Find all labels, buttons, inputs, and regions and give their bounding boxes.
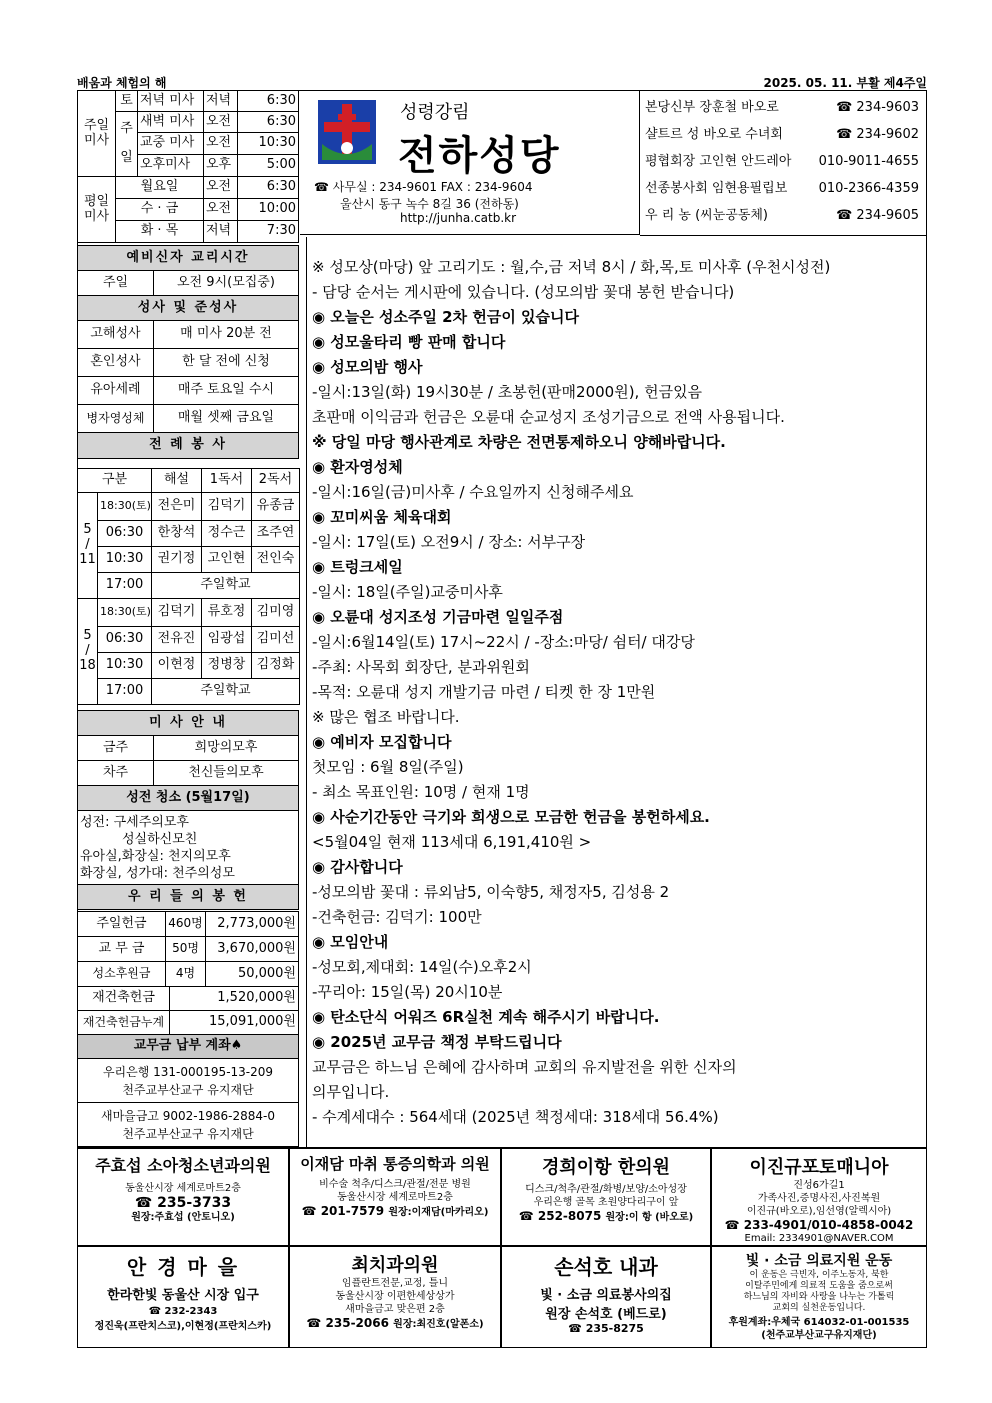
notice-line: -일시: 18일(주일)교중미사후 <box>312 583 503 601</box>
notice-line: ◉ 모임안내 <box>312 933 389 951</box>
account-header: 교무금 납부 계좌♠ <box>78 1035 299 1059</box>
sunday-school: 주일학교 <box>152 573 300 599</box>
ad-account-holder: (천주교부산교구유지재단) <box>761 1330 877 1341</box>
commentator: 김덕기 <box>152 599 202 627</box>
left-lower-table <box>77 710 299 910</box>
ad-line: 새마을금고 맞은편 2층 <box>345 1304 445 1315</box>
notice-line: -성모회,제대회: 14일(수)오후2시 <box>312 958 532 976</box>
service-time: 18:30(토) <box>98 493 152 521</box>
reader-1: 김덕기 <box>202 493 252 521</box>
notice-line: 의무입니다. <box>312 1083 390 1101</box>
notice-line: -일시:13일(화) 19시30분 / 초봉헌(판매2000원), 헌금있음 <box>312 383 703 401</box>
offering-amount: 50,000원 <box>206 962 299 987</box>
parish-logo-area <box>300 90 640 235</box>
notice-line: <5월04일 현재 113세대 6,191,410원 > <box>312 833 592 851</box>
ad-line: 우리은행 골목 초원양다리구이 앞 <box>533 1197 679 1208</box>
offering-header: 우 리 들 의 봉 헌 <box>78 885 299 910</box>
mass-name: 새벽 미사 <box>138 112 204 133</box>
mass-time: 10:30 <box>238 133 299 155</box>
col-header: 구분 <box>78 469 152 493</box>
commentator: 전은미 <box>152 493 202 521</box>
notice-line: ◉ 오늘은 성소주일 2차 헌금이 있습니다 <box>312 308 579 326</box>
ad-line: 디스크/척추/관절/화병/보양/소아성장 <box>525 1184 687 1195</box>
mass-name: 교중 미사 <box>138 133 204 155</box>
ad-line: 동울산시장 세계로마트2층 <box>337 1192 453 1203</box>
ad-contact: ☎ 235-2066 원장:최진호(알폰소) <box>306 1316 484 1330</box>
ad-line: 하느님의 자비와 사랑을 나누는 가톨릭 <box>743 1292 895 1302</box>
contact-row: 샬트르 성 바오로 수녀회 ☎ 234-9602 <box>645 127 919 142</box>
ad-photo-studio <box>711 1148 927 1246</box>
commentator: 전유진 <box>152 627 202 653</box>
parish-emblem-icon <box>318 100 376 164</box>
reader-2: 김정화 <box>252 653 300 679</box>
offering-type: 재건축헌금 <box>78 987 170 1011</box>
reader-1: 정병창 <box>202 653 252 679</box>
week-label: 금주 <box>78 736 154 761</box>
liturgy-table <box>77 468 300 705</box>
notice-line: ◉ 감사합니다 <box>312 858 403 876</box>
ad-line: 동울산시장 세계로마트2층 <box>125 1183 241 1194</box>
catechumen-header: 예비신자 교리시간 <box>78 246 299 271</box>
service-time: 10:30 <box>98 547 152 573</box>
ad-title: 최치과의원 <box>351 1255 439 1276</box>
notice-list <box>312 255 924 1130</box>
sacrament-name: 유아세례 <box>78 377 154 405</box>
col-header: 1독서 <box>202 469 252 493</box>
offering-type: 교 무 금 <box>78 937 166 962</box>
sacrament-info: 매 미사 20분 전 <box>154 321 299 349</box>
service-time: 06:30 <box>98 627 152 653</box>
mass-period: 오전 <box>204 199 238 221</box>
parish-url[interactable]: http://junha.catb.kr <box>400 211 517 225</box>
year-theme: 배움과 체험의 해 <box>77 76 167 90</box>
ad-phone: ☎ 235-3733 <box>134 1195 232 1211</box>
catechumen-day: 주일 <box>78 271 154 296</box>
notice-line: -일시: 17일(토) 오전9시 / 장소: 서부구장 <box>312 533 586 551</box>
offering-count: 4명 <box>166 962 206 987</box>
mass-guide-header: 미 사 안 내 <box>78 711 299 736</box>
mass-name: 저녁 미사 <box>138 91 204 112</box>
liturgy-header: 전 례 봉 사 <box>78 433 299 459</box>
ad-phone: ☎ 233-4901/010-4858-0042 <box>724 1218 914 1232</box>
account-woori: 우리은행 131-000195-13-209 천주교부산교구 유지재단 <box>78 1059 299 1103</box>
ad-email: Email: 2334901@NAVER.COM <box>744 1233 894 1244</box>
mass-name: 오후미사 <box>138 155 204 177</box>
sacrament-info: 매주 토요일 수시 <box>154 377 299 405</box>
notice-line: -일시:6월14일(토) 17시~22시 / -장소:마당/ 쉼터/ 대강당 <box>312 633 695 651</box>
reader-1: 고인현 <box>202 547 252 573</box>
service-time: 18:30(토) <box>98 599 152 627</box>
contact-row: 선종봉사회 임현용필립보 010-2366-4359 <box>645 181 919 196</box>
sacrament-header: 성사 및 준성사 <box>78 296 299 321</box>
cleaning-list: 성전: 구세주의모후 성실하신모친 유아실,화장실: 천지의모후 화장실, 성가대: 천주의성모 <box>78 811 299 885</box>
ad-optical <box>77 1246 289 1348</box>
notice-line: ◉ 사순기간동안 극기와 희생으로 모금한 헌금을 봉헌하세요. <box>312 808 710 826</box>
offering-amount: 3,670,000원 <box>206 937 299 962</box>
notice-line: 초판매 이익금과 헌금은 오륜대 순교성지 조성기금으로 전액 사용됩니다. <box>312 408 785 426</box>
reader-1: 임광섭 <box>202 627 252 653</box>
notice-line: -일시:16일(금)미사후 / 수요일까지 신청해주세요 <box>312 483 634 501</box>
commentator: 권기정 <box>152 547 202 573</box>
notice-line: 교무금은 하느님 은혜에 감사하며 교회의 유지발전을 위한 신자의 <box>312 1058 737 1076</box>
offering-type: 재건축헌금누계 <box>78 1011 170 1035</box>
notice-line: -성모의밤 꽃대 : 류외남5, 이숙향5, 채정자5, 김성용 2 <box>312 883 670 901</box>
reader-2: 전인숙 <box>252 547 300 573</box>
building-fund-table <box>77 986 299 1147</box>
ad-title: 경희이항 한의원 <box>542 1157 670 1178</box>
mass-time: 10:00 <box>238 199 299 221</box>
reader-2: 유종금 <box>252 493 300 521</box>
offering-amount: 15,091,000원 <box>170 1011 299 1035</box>
ad-line: 교회의 실천운동입니다. <box>772 1303 866 1313</box>
ad-line: 동울산시장 이편한세상상가 <box>335 1291 455 1302</box>
offering-type: 주일헌금 <box>78 912 166 937</box>
account-saemaeul: 새마을금고 9002-1986-2884-0 천주교부산교구 유지재단 <box>78 1103 299 1147</box>
parish-address: 울산시 동구 녹수 8길 36 (전하동) <box>340 197 519 211</box>
offering-count: 50명 <box>166 937 206 962</box>
issue-date: 2025. 05. 11. 부활 제4주일 <box>763 76 927 90</box>
offering-amount: 2,773,000원 <box>206 912 299 937</box>
weekday-name: 수 · 금 <box>116 199 204 221</box>
offering-count: 460명 <box>166 912 206 937</box>
contact-row: 평협회장 고인현 안드레아 010-9011-4655 <box>645 154 919 169</box>
reader-1: 정수근 <box>202 521 252 547</box>
notice-line: ◉ 예비자 모집합니다 <box>312 733 452 751</box>
notice-line: 첫모임 : 6월 8일(주일) <box>312 758 464 776</box>
parish-name: 전하성당 <box>398 132 561 179</box>
service-time: 17:00 <box>98 679 152 705</box>
commentator: 한창석 <box>152 521 202 547</box>
ad-contact: ☎ 201-7579 원장:이재담(마카리오) <box>301 1204 489 1218</box>
ad-line: 이진규(바오로),임선영(알렉시아) <box>746 1206 892 1217</box>
ad-line: 이 운동은 극빈자, 이주노동자, 북한 <box>749 1270 889 1280</box>
left-info-table <box>77 245 299 459</box>
notice-line: ◉ 탄소단식 어워즈 6R실천 계속 해주시기 바랍니다. <box>312 1008 660 1026</box>
sacrament-info: 한 달 전에 신청 <box>154 349 299 377</box>
reader-2: 김미선 <box>252 627 300 653</box>
notice-line: ※ 당일 마당 행사관계로 차량은 전면통제하오니 양해바랍니다. <box>312 433 726 451</box>
ad-account: 후원계좌:우체국 614032-01-001535 <box>728 1317 910 1328</box>
notice-line: ※ 성모상(마당) 앞 고리기도 : 월,수,금 저녁 8시 / 화,목,토 미사후 (우천시성전) <box>312 258 831 276</box>
service-time: 17:00 <box>98 573 152 599</box>
contact-row: 본당신부 장훈철 바오로 ☎ 234-9603 <box>645 100 919 115</box>
col-header: 2독서 <box>252 469 300 493</box>
sunday-mass-label: 주일 미사 <box>78 91 116 177</box>
ad-phone: ☎ 235-8275 <box>568 1322 644 1335</box>
ad-contact: ☎ 252-8075 원장:이 항 (바오로) <box>518 1209 694 1223</box>
sacrament-name: 고해성사 <box>78 321 154 349</box>
col-header: 해설 <box>152 469 202 493</box>
notice-line: ◉ 꼬미씨움 체육대회 <box>312 508 452 526</box>
notice-line: ◉ 환자영성체 <box>312 458 403 476</box>
catechumen-time: 오전 9시(모집중) <box>154 271 299 296</box>
notice-line: ◉ 성모의밤 행사 <box>312 358 423 376</box>
ad-title: 이진규포토매니아 <box>749 1157 889 1178</box>
commentator: 이현정 <box>152 653 202 679</box>
mass-time: 5:00 <box>238 155 299 177</box>
weekday-mass-label: 평일 미사 <box>78 177 116 243</box>
ad-line: 가족사진,증명사진,사진복원 <box>757 1193 881 1204</box>
ad-line: 비수술 척추/디스크/관절/전문 병원 <box>319 1179 471 1190</box>
offering-table <box>77 911 299 987</box>
notice-line: ◉ 2025년 교무금 책정 부탁드립니다 <box>312 1033 562 1051</box>
ad-title: 안 경 마 을 <box>126 1255 240 1279</box>
service-time: 06:30 <box>98 521 152 547</box>
ad-title: 이재담 마취 통증의학과 의원 <box>300 1155 490 1173</box>
contact-row: 우 리 농 (씨눈공동체) ☎ 234-9605 <box>645 208 919 223</box>
date-label: 5 / 11 <box>78 493 98 599</box>
ad-line: 임플란트전문,교정, 틀니 <box>341 1278 449 1289</box>
sacrament-name: 병자영성체 <box>78 405 154 433</box>
ad-oriental-clinic <box>501 1148 711 1246</box>
notice-line: ◉ 트렁크세일 <box>312 558 403 576</box>
sun-label: 주 일 <box>116 112 138 177</box>
parish-subtitle: 성령강림 <box>400 102 470 123</box>
notice-line: - 담당 순서는 게시판에 있습니다. (성모의밤 꽃대 봉헌 받습니다) <box>312 283 735 301</box>
ad-line: 진성6가길1 <box>793 1180 845 1191</box>
week-label: 차주 <box>78 761 154 786</box>
sacrament-info: 매월 셋째 금요일 <box>154 405 299 433</box>
notice-line: -주최: 사목회 회장단, 분과위원회 <box>312 658 530 676</box>
notice-line: -꾸리아: 15일(목) 20시10분 <box>312 983 503 1001</box>
sat-label: 토 <box>116 91 138 112</box>
mass-time: 6:30 <box>238 112 299 133</box>
column-divider <box>306 237 307 1147</box>
ad-medical-support <box>711 1246 927 1348</box>
ad-pediatric-clinic <box>77 1148 289 1246</box>
ad-owner: 원장:주효섭 (안토니오) <box>131 1212 235 1223</box>
notice-line: -목적: 오륜대 성지 개발기금 마련 / 티켓 한 장 1만원 <box>312 683 656 701</box>
mass-period: 저녁 <box>204 91 238 112</box>
ad-owner: 정진욱(프란치스코),이현정(프란치스카) <box>94 1321 272 1332</box>
office-phone: ☎ 사무실 : 234-9601 FAX : 234-9604 <box>314 180 533 194</box>
notice-line: -건축헌금: 김덕기: 100만 <box>312 908 482 926</box>
reader-2: 조주연 <box>252 521 300 547</box>
notice-line: ◉ 성모울타리 빵 판매 합니다 <box>312 333 506 351</box>
ad-phone: ☎ 232-2343 <box>148 1306 218 1317</box>
weekday-name: 월요일 <box>116 177 204 199</box>
cleaning-header: 성전 청소 (5월17일) <box>78 786 299 811</box>
mass-period: 오후 <box>204 155 238 177</box>
mass-schedule <box>77 90 299 243</box>
ad-title: 주효섭 소아청소년과의원 <box>95 1156 271 1175</box>
notice-line: - 수계세대수 : 564세대 (2025년 책정세대: 318세대 56.4%) <box>312 1108 719 1126</box>
ad-pain-clinic <box>289 1148 501 1246</box>
ad-line: 빛 · 소금 의료봉사의집 <box>540 1288 672 1303</box>
notice-line: ◉ 오륜대 성지조성 기금마련 일일주점 <box>312 608 564 626</box>
notice-line: - 최소 목표인원: 10명 / 현재 1명 <box>312 783 530 801</box>
mass-time: 6:30 <box>238 91 299 112</box>
ad-dental <box>289 1246 501 1348</box>
divider <box>640 235 927 236</box>
notice-line: ※ 많은 협조 바랍니다. <box>312 708 460 726</box>
service-time: 10:30 <box>98 653 152 679</box>
top-header <box>77 74 927 88</box>
reader-2: 김미영 <box>252 599 300 627</box>
ad-internal-medicine <box>501 1246 711 1348</box>
weekday-name: 화 · 목 <box>116 221 204 243</box>
reader-1: 류호정 <box>202 599 252 627</box>
offering-amount: 1,520,000원 <box>170 987 299 1011</box>
ad-line: 이탈주민에게 의료적 도움을 줌으로써 <box>745 1281 893 1291</box>
mass-intention: 천신들의모후 <box>154 761 299 786</box>
mass-time: 6:30 <box>238 177 299 199</box>
contact-list <box>645 94 925 229</box>
ad-title: 손석호 내과 <box>554 1255 658 1279</box>
mass-intention: 희망의모후 <box>154 736 299 761</box>
mass-time: 7:30 <box>238 221 299 243</box>
sacrament-name: 혼인성사 <box>78 349 154 377</box>
mass-period: 오전 <box>204 133 238 155</box>
ad-line: 한라한빛 동울산 시장 입구 <box>107 1288 259 1303</box>
ad-title: 빛 · 소금 의료지원 운동 <box>745 1253 893 1269</box>
mass-period: 오전 <box>204 112 238 133</box>
mass-period: 오전 <box>204 177 238 199</box>
mass-period: 저녁 <box>204 221 238 243</box>
date-label: 5 / 18 <box>78 599 98 705</box>
ad-line: 원장 손석호 (베드로) <box>545 1307 667 1322</box>
offering-type: 성소후원금 <box>78 962 166 987</box>
sunday-school: 주일학교 <box>152 679 300 705</box>
